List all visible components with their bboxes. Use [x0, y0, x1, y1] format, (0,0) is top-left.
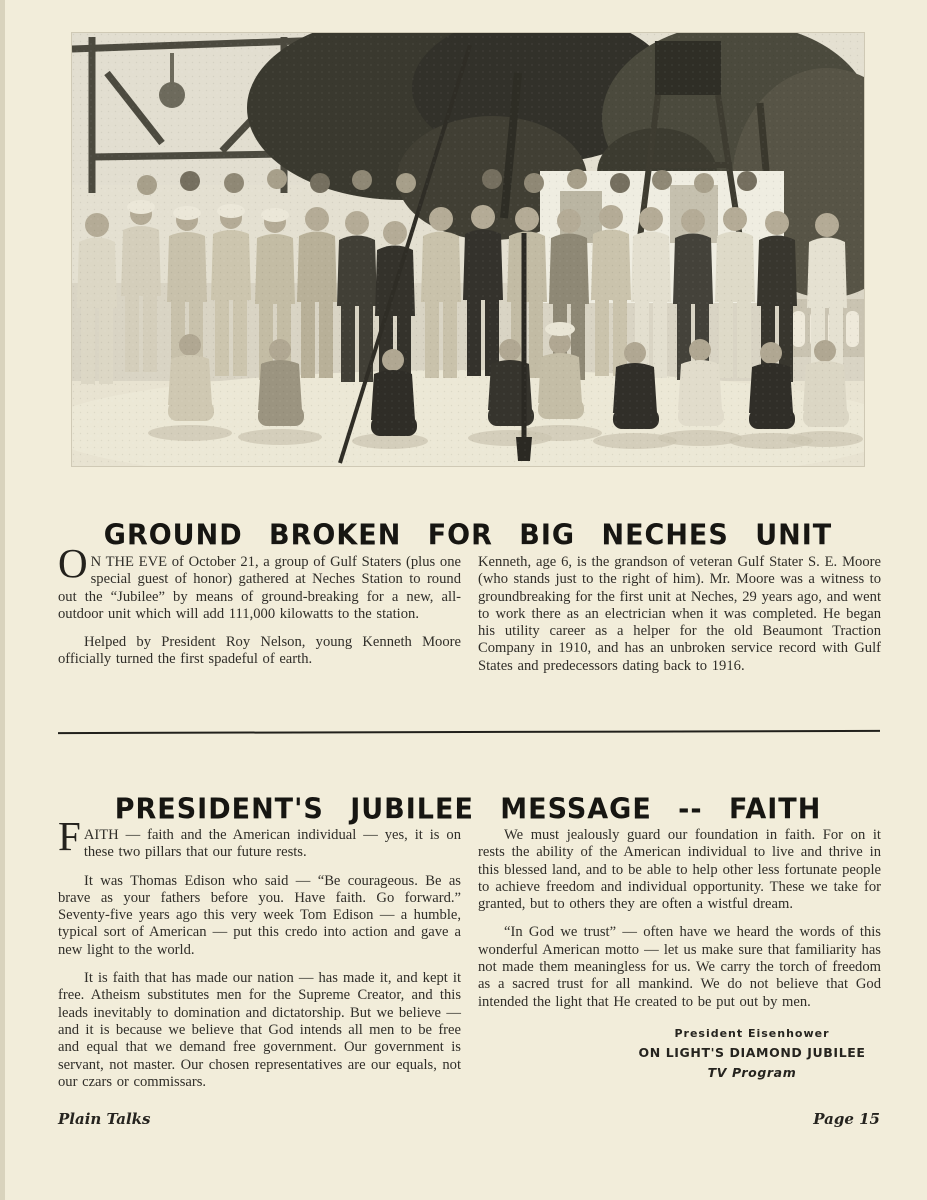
dropcap: O: [58, 540, 88, 586]
groundbreaking-photo: [72, 33, 864, 466]
article2-paragraph-1: [58, 813, 461, 862]
article1-paragraph-1: [58, 540, 461, 623]
article1-paragraph-2: Helped by President Roy Nelson, young Kenneth Moore officially turned the first spadeful of earth.: [58, 634, 461, 668]
paragraph-text: AITH — faith and the American individual — yes, it is on these two pillars that our future rests.: [83, 827, 461, 861]
scan-edge-shadow: [0, 0, 5, 1200]
attribution-program: ON LIGHT'S DIAMOND JUBILEE: [638, 1044, 866, 1060]
dropcap: F: [58, 813, 81, 859]
article1-left-column: [58, 540, 461, 686]
paragraph-text: N THE EVE of October 21, a group of Gulf Staters (plus one special guest of honor) gathered at Neches Station to round out the “Jubilee” by means of ground-breaking for a new, all-outdoor unit which will add 111,000 kilowatts to the station.: [58, 554, 461, 622]
article2-right-column: [478, 827, 881, 1102]
article1-headline: GROUND BROKEN FOR BIG NECHES UNIT: [103, 519, 833, 553]
article1-paragraph-3: Kenneth, age 6, is the grandson of veteran Gulf Stater S. E. Moore (who stands just to the right of him). Mr. Moore was a witness to groundbreaking for the first unit at Neches, 29 years ago, and went to work there as an electrician when it was completed. He began his utility career as a helper for the old Beaumont Traction Company in 1910, and has an unbroken service record with Gulf States and predecessors dating back to 1916.: [478, 554, 881, 674]
photo-grain-overlay: [72, 33, 864, 466]
article2-left-column: [58, 813, 461, 1102]
section-divider-rule: [58, 730, 880, 734]
article2-paragraph-5: “In God we trust” — often have we heard the words of this wonderful American motto — let us make sure that familiarity has not made them meaningless for us. We carry the torch of freedom as a sacred trust for all mankind. We do not believe that God intended the light that He created to be put out by men.: [478, 924, 881, 1010]
photo-illustration: [72, 33, 864, 466]
article1-body: [58, 540, 881, 686]
article2-headline: PRESIDENT'S JUBILEE MESSAGE -- FAITH: [114, 793, 822, 827]
attribution-medium: TV Program: [707, 1064, 797, 1080]
magazine-title: Plain Talks: [58, 1110, 151, 1128]
page-footer: [58, 1110, 880, 1128]
article1-right-column: [478, 554, 881, 686]
article2-paragraph-4: We must jealously guard our foundation in faith. For on it rests the ability of the American individual to live and thrive in this blessed land, and to be able to help other less fortunate people to achieve freedom and individual opportunity. These we take for granted, but to others they are often a wistful dream.: [478, 827, 881, 913]
article2-paragraph-2: It was Thomas Edison who said — “Be courageous. Be as brave as your fathers before you. Have faith. Go forward.” Seventy-five years ago this very week Tom Edison — a humble, typical sort of American — put this credo into action and gave a new light to the world.: [58, 872, 461, 958]
attribution-speaker: President Eisenhower: [674, 1026, 830, 1040]
page-number: Page 15: [813, 1110, 880, 1128]
attribution-block: [621, 1027, 883, 1080]
article2-body: [58, 813, 881, 1102]
article2-paragraph-3: It is faith that has made our nation — has made it, and kept it free. Atheism substitutes men for the Supreme Creator, and this leads inevitably to domination and dictatorship. But we believe — and it is because we believe that God intends all men to be free and equal that we demand free government. Our government is servant, not master. Our chosen representatives are our equals, not our czars or commissars.: [58, 970, 461, 1090]
